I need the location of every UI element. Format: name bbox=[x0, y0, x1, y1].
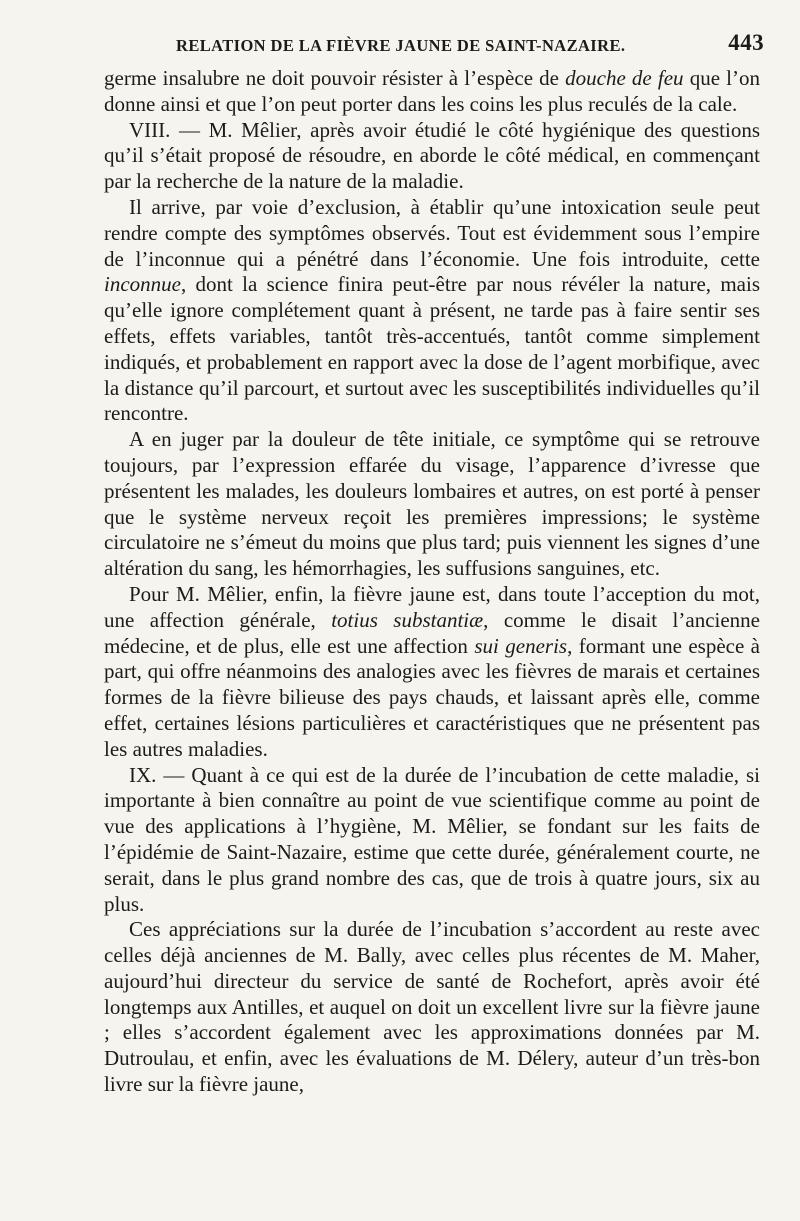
text-run: A en juger par la douleur de tête initiale, ce symptôme qui se retrouve toujours, par l’expression effarée du visage, l’apparence d’ivresse que présentent les malades, les douleurs lombaires et autres, on est porté à penser que le système nerveux reçoit les premières impressions; le système circulatoire ne s’émeut du moins que plus tard; puis viennent les signes d’une altération du sang, les hémorrhagies, les suffusions sanguines, etc. bbox=[104, 427, 760, 581]
body-text bbox=[104, 66, 760, 1098]
text-run: Il arrive, par voie d’exclusion, à établir qu’une intoxication seule peut rendre compte des symptômes observés. Tout est évidemment sous l’empire de l’inconnue qui a pénétré dans l’économie. Une fois introduite, cette bbox=[104, 194, 760, 271]
paragraph bbox=[104, 195, 760, 427]
text-run: que l’on donne ainsi et que l’on peut porter dans les coins les plus reculés de la cale. bbox=[104, 66, 760, 116]
running-title: RELATION DE LA FIÈVRE JAUNE DE SAINT-NAZAIRE. bbox=[176, 36, 626, 55]
text-run: , formant une espèce à part, qui offre néanmoins des analogies avec les fièvres de marais et certaines formes de la fièvre bilieuse des pays chauds, et laissant après elle, comme effet, certaines lésions particulières et caractéristiques que ne présentent pas les autres maladies. bbox=[104, 633, 761, 761]
paragraph bbox=[104, 118, 760, 195]
running-head bbox=[104, 30, 764, 66]
paragraph bbox=[104, 427, 760, 582]
page-number: 443 bbox=[728, 30, 764, 55]
italic-run: inconnue bbox=[104, 272, 181, 297]
text-run: , dont la science finira peut-être par nous révéler la nature, mais qu’elle ignore complétement quant à présent, ne tarde pas à faire sentir ses effets, effets variables, tantôt très-accentués, tantôt comme simplement indiqués, et probablement en rapport avec la dose de l’agent morbifique, avec la distance qu’il parcourt, et surtout avec les susceptibilités individuelles qu’il rencontre. bbox=[104, 272, 760, 426]
paragraph bbox=[104, 582, 760, 763]
text-run: VIII. — M. Mêlier, après avoir étudié le côté hygiénique des questions qu’il s’était proposé de résoudre, en aborde le côté médical, en commençant par la recherche de la nature de la maladie. bbox=[104, 117, 760, 194]
italic-run: douche de feu bbox=[565, 66, 684, 90]
paragraph bbox=[104, 917, 760, 1098]
paragraph bbox=[104, 66, 760, 118]
text-run: Pour M. Mêlier, enfin, la fièvre jaune est, dans toute l’acception du mot, une affection générale, bbox=[104, 581, 760, 632]
italic-run: sui generis bbox=[474, 633, 568, 658]
text-run: Ces appréciations sur la durée de l’incubation s’accordent au reste avec celles déjà anciennes de M. Bally, avec celles plus récentes de M. Maher, aujourd’hui directeur du service de santé de Rochefort, après avoir été longtemps aux Antilles, et auquel on doit un excellent livre sur la fièvre jaune ; elles s’accordent également avec les approximations données par M. Dutroulau, et enfin, avec les évaluations de M. Délery, auteur d’un très-bon livre sur la fièvre jaune, bbox=[104, 917, 760, 1097]
text-run: germe insalubre ne doit pouvoir résister à l’espèce de bbox=[104, 66, 566, 90]
text-run: , comme le disait l’ancienne médecine, et de plus, elle est une affection bbox=[104, 607, 760, 658]
text-run: IX. — Quant à ce qui est de la durée de l’incubation de cette maladie, si importante à bien connaître au point de vue scientifique comme au point de vue des applications à l’hygiène, M. Mêlier, se fondant sur les faits de l’épidémie de Saint-Nazaire, estime que cette durée, généralement courte, ne serait, dans le plus grand nombre des cas, que de trois à quatre jours, six au plus. bbox=[104, 762, 760, 916]
italic-run: totius substantiæ bbox=[331, 607, 484, 632]
paragraph bbox=[104, 763, 760, 918]
